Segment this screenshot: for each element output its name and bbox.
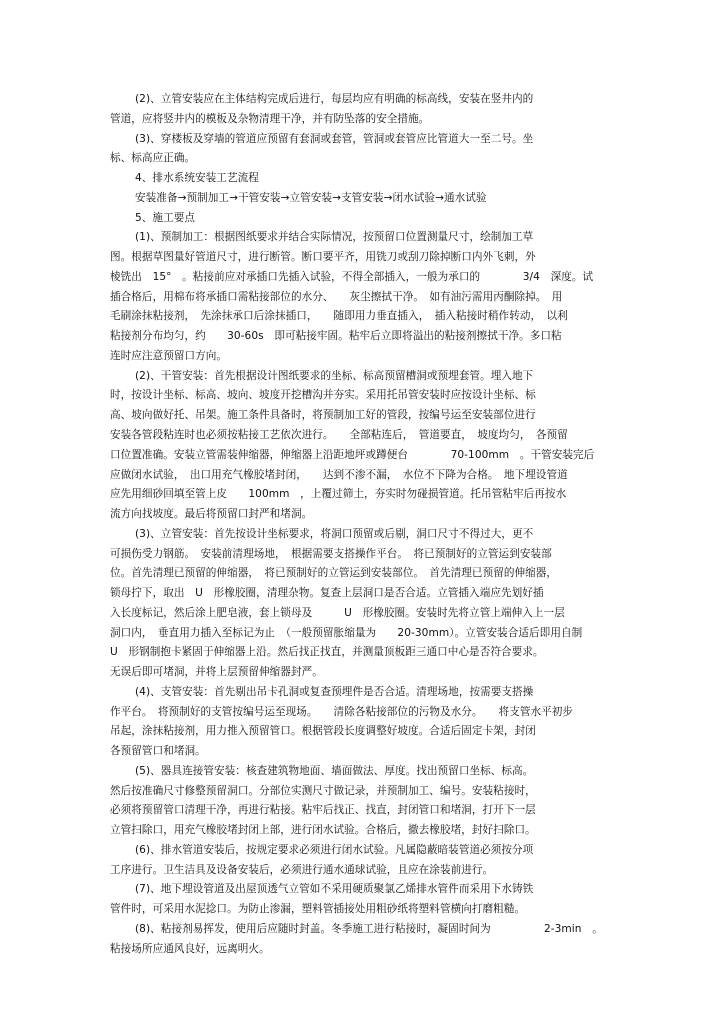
text-line: 粘接剂分布均匀，约 30-60s 即可粘接牢固。粘牢后立即将溢出的粘接剂擦拭干净。多口粘 [110,330,562,342]
text-line: 立管扫除口，用充气橡胶堵封闭上部，进行闭水试验。合格后，撤去橡胶堵，封好扫除口。 [110,824,536,836]
text-line: (2)、干管安装：首先根据设计图纸要求的坐标、标高预留槽洞或预埋套管。埋入地下 [135,370,534,382]
text-line: (6)、排水管道安装后，按规定要求必须进行闭水试验。凡属隐蔽暗装管道必须按分项 [135,844,534,856]
section-heading: 4、排水系统安装工艺流程 [135,172,259,184]
text-line: 连时应注意预留口方向。 [110,350,228,362]
section-heading: 5、施工要点 [135,212,196,224]
text-line: 入长度标记，然后涂上肥皂液，套上锁母及 U 形橡胶圈。安装时先将立管上端伸入上一层 [110,607,565,619]
text-line: 安装各管段粘连时也必须按粘接工艺依次进行。 全部粘连后， 管道要直， 坡度均匀， 各预留 [110,429,568,441]
text-line: (2)、立管安装应在主体结构完成后进行，每层均应有明确的标高线，安装在竖井内的 [135,93,534,105]
text-line: 工序进行。卫生洁具及设备安装后，必须进行通水通球试验，且应在涂装前进行。 [110,864,494,876]
text-line: 洞口内， 垂直用力插入至标记为止 （一般预留胀缩量为 20-30mm）。立管安装合适后即用自制 [110,627,583,639]
text-line: 锁母拧下，取出 U 形橡胶圈，清理杂物。复查上层洞口是否合适。立管插入端应先划好插 [110,587,544,599]
text-line: 应做闭水试验， 出口用充气橡胶堵封闭， 达到不渗不漏， 水位不下降为合格。 地下埋设管道 [110,469,568,481]
text-line: 粘接场所应通风良好，远离明火。 [110,943,270,955]
text-line: 应先用细砂回填至管上皮 100mm ，上覆过筛土，夯实时勿碰损管道。托吊管粘牢后再按水 [110,488,567,500]
text-line: (7)、地下埋设管道及出屋顶透气立管如不采用硬质聚氯乙烯排水管件而采用下水铸铁 [135,883,534,895]
text-line: 无误后即可堵洞，并将上层预留伸缩器封严。 [110,666,323,678]
process-flow: 安装准备→预制加工→干管安装→立管安装→支管安装→闭水试验→通水试验 [135,192,487,204]
text-line: 位。首先清理已预留的伸缩器， 将已预制好的立管运到安装部位。 首先清理已预留的伸缩器， [110,567,558,579]
text-line: (5)、器具连接管安装：核查建筑物地面、墙面做法、厚度。找出预留口坐标、标高。 [135,765,534,777]
text-line: 必须将预留管口清理干净，再进行粘接。粘牢后找正、找直，封闭管口和堵洞，打开下一层 [110,804,536,816]
text-line: 吊起，涂抹粘接剂，用力推入预留管口。根据管段长度调整好坡度。合适后固定卡架，封闭 [110,725,536,737]
text-line: U 形钢制抱卡紧固于伸缩器上沿。然后找正找直，并测量顶板距三通口中心是否符合要求。 [110,646,544,658]
text-line: 各预留管口和堵洞。 [110,745,206,757]
text-line: (3)、立管安装：首先按设计坐标要求，将洞口预留或后剔，洞口尺寸不得过大，更不 [135,528,534,540]
text-line: 作平台。 将预制好的支管按编号运至现场。 清除各粘接部位的污物及水分。 将支管水平初步 [110,706,574,718]
text-line: 棱铣出 15° 。粘接前应对承插口先插入试验，不得全部插入，一般为承口的 3/4 深度。试 [110,271,594,283]
text-line: (4)、支管安装：首先剔出吊卡孔洞或复查预埋件是否合适。清理场地，按需要支搭操 [135,686,534,698]
text-line: 可损伤受力钢筋。 安装前清理场地， 根据需要支搭操作平台。 将已预制好的立管运到安装部 [110,548,552,560]
text-line: 插合格后，用棉布将承插口需粘接部位的水分、 灰尘擦拭干净。 如有油污需用丙酮除掉。 用 [110,291,563,303]
text-line: 时，按设计坐标、标高、坡向、坡度开挖槽沟并夯实。采用托吊管安装时应按设计坐标、标 [110,389,536,401]
text-line: 高、坡向做好托、吊架。施工条件具备时，将预制加工好的管段，按编号运至安装部位进行 [110,409,536,421]
text-line: 管道，应将竖井内的模板及杂物清理干净，并有防坠落的安全措施。 [110,113,430,125]
text-line: 毛刷涂抹粘接剂， 先涂抹承口后涂抹插口， 随即用力垂直插入， 插入粘接时稍作转动， 以利 [110,310,568,322]
text-line: 口位置准确。安装立管需装伸缩器，伸缩器上沿距地坪或蹲便台 70-100mm 。干管安装完后 [110,449,595,461]
text-line: 图。根据草图量好管道尺寸，进行断管。断口要平齐，用铣刀或刮刀除掉断口内外飞刺，外 [110,251,536,263]
text-line: 流方向找坡度。最后将预留口封严和堵洞。 [110,508,313,520]
text-line: (8)、粘接剂易挥发，使用后应随时封盖。冬季施工进行粘接时，凝固时间为 2-3min 。 [135,923,603,935]
text-line: (3)、穿楼板及穿墙的管道应预留有套洞或套管，管洞或套管应比管道大一至二号。坐 [135,133,534,145]
text-line: (1)、预制加工：根据图纸要求并结合实际情况，按预留口位置测量尺寸，绘制加工草 [135,231,534,243]
text-line: 标、标高应正确。 [110,152,196,164]
text-line: 然后按准确尺寸修整预留洞口。分部位实测尺寸做记录，并预制加工、编号。安装粘接时， [110,785,536,797]
text-line: 管件时，可采用水泥捻口。为防止渗漏，塑料管插接处用粗砂纸将塑料管横向打磨粗糙。 [110,903,526,915]
